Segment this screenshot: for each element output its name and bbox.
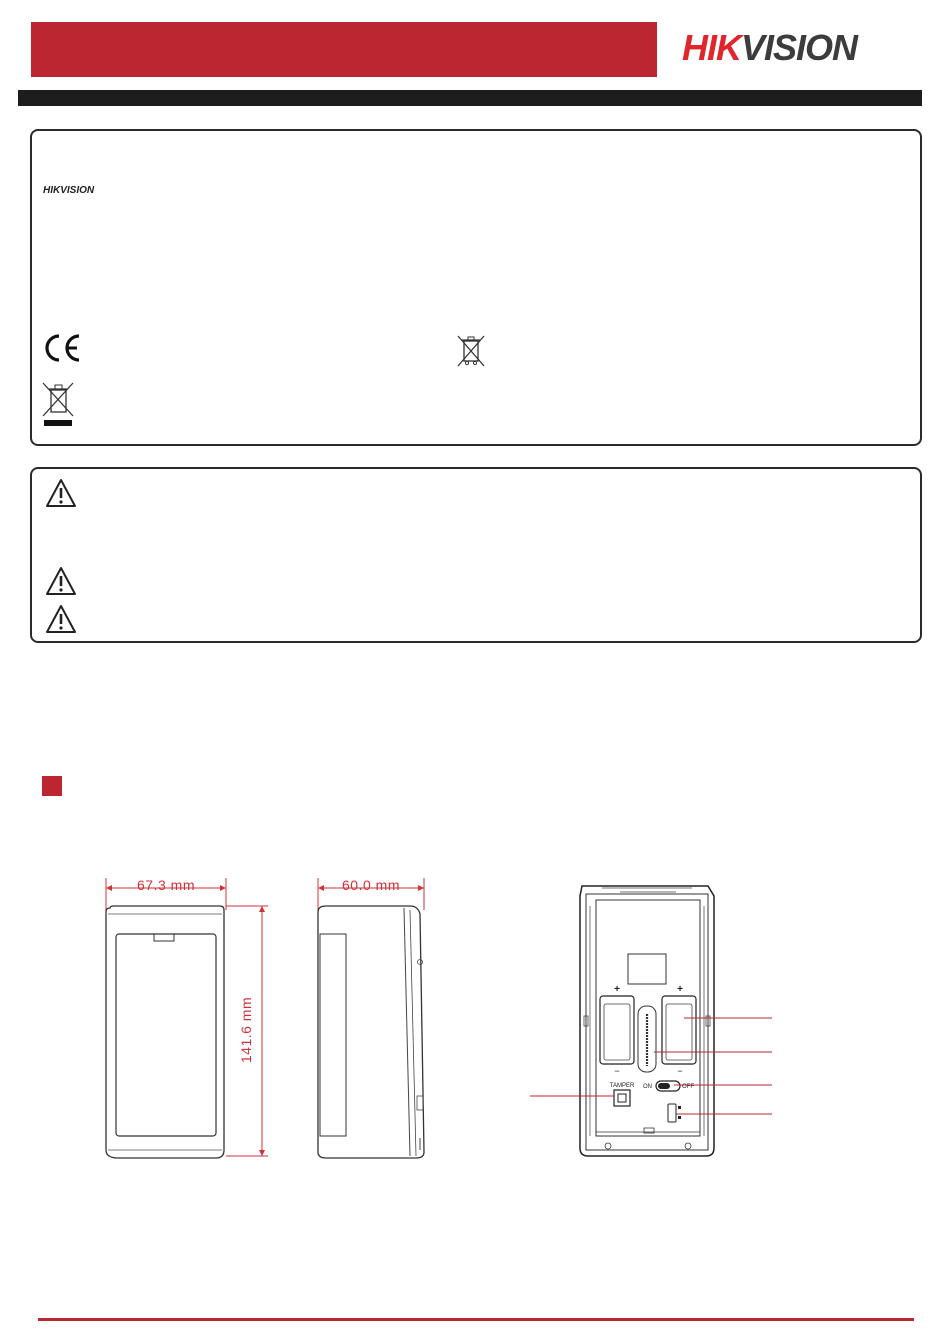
width-dimension-label: 67.3 mm bbox=[137, 877, 195, 893]
hikvision-logo: HIKVISION bbox=[682, 27, 858, 68]
tamper-label: TAMPER bbox=[609, 1083, 635, 1089]
warning-triangle-icon bbox=[45, 604, 77, 634]
section-marker bbox=[42, 776, 62, 796]
warning-box bbox=[30, 467, 922, 643]
height-dimension-label: 141.6 mm bbox=[238, 996, 254, 1064]
depth-dimension-label: 60.0 mm bbox=[342, 877, 400, 893]
svg-text:+: + bbox=[677, 984, 683, 995]
switch-off-label: OFF bbox=[682, 1084, 694, 1090]
side-view-diagram bbox=[306, 868, 446, 1168]
warning-triangle-icon bbox=[45, 478, 77, 508]
switch-on-label: ON bbox=[643, 1084, 652, 1090]
svg-text:−: − bbox=[677, 1066, 683, 1076]
rear-view-diagram bbox=[520, 876, 790, 1166]
small-brand-logo: HIKVISION bbox=[43, 185, 95, 196]
battery-weee-icon bbox=[41, 380, 75, 428]
header-divider bbox=[18, 90, 922, 106]
front-view-diagram bbox=[96, 868, 276, 1168]
svg-text:+: + bbox=[614, 984, 620, 995]
svg-text:−: − bbox=[614, 1066, 620, 1076]
title-bar bbox=[31, 22, 657, 77]
regulatory-info-box bbox=[30, 129, 922, 446]
ce-mark-icon bbox=[42, 332, 82, 364]
warning-triangle-icon bbox=[45, 566, 77, 596]
footer-rule bbox=[38, 1318, 914, 1321]
weee-bin-icon bbox=[455, 333, 487, 369]
